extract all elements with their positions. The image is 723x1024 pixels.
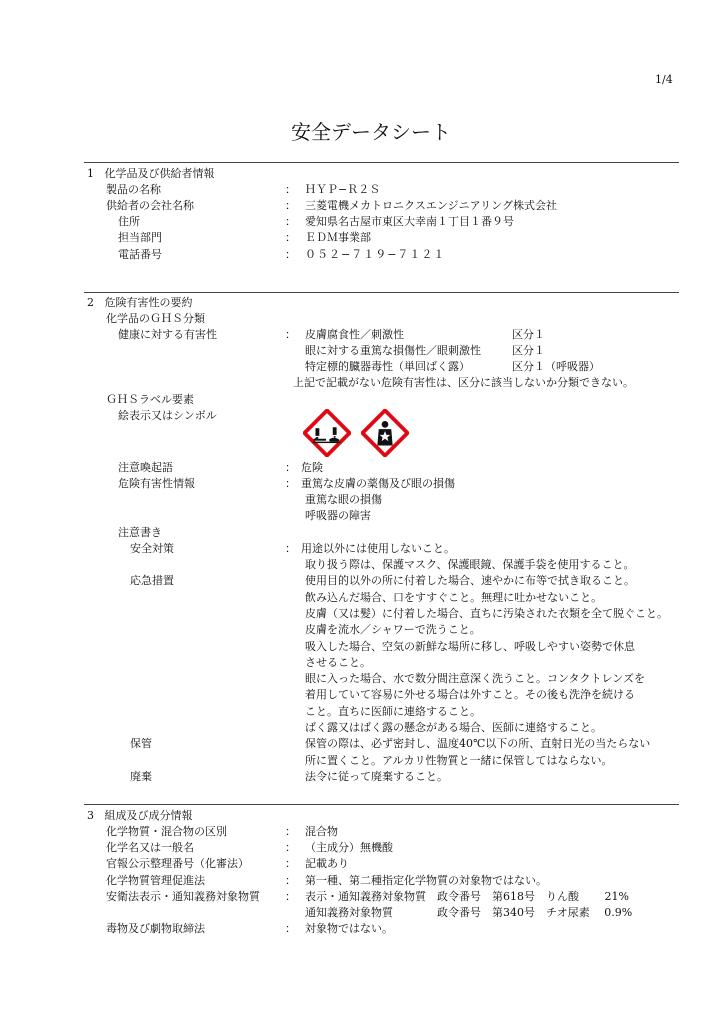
- first-aid-line: させること。: [305, 656, 371, 669]
- hazard-category: 区分１（呼吸器）: [512, 360, 600, 373]
- hazard-name: 特定標的臓器毒性（単回ばく露）: [305, 360, 470, 373]
- page-number: 1/4: [655, 73, 673, 86]
- first-aid-line: 眼に入った場合、水で数分間注意深く洗うこと。コンタクトレンズを: [305, 672, 645, 685]
- colon: ：: [285, 841, 296, 854]
- prtr-law-value: 第一種、第二種指定化学物質の対象物ではない。: [305, 874, 547, 887]
- colon: ：: [285, 542, 296, 555]
- address-value: 愛知県名古屋市東区大幸南１丁目１番９号: [305, 215, 514, 228]
- colon: ：: [285, 215, 296, 228]
- colon: ：: [285, 922, 296, 935]
- hazard-name: 眼に対する重篤な損傷性／眼刺激性: [305, 344, 481, 357]
- hazard-note: 上記で記載がない危険有害性は、区分に該当しないか分類できない。: [293, 376, 634, 389]
- first-aid-line: こと。直ちに医師に連絡すること。: [305, 705, 481, 718]
- supplier-value: 三菱電機メカトロニクスエンジニアリング株式会社: [305, 199, 557, 212]
- gazette-number-label: 官報公示整理番号（化審法）: [106, 857, 249, 870]
- department-label: 担当部門: [118, 231, 162, 244]
- hazard-category: 区分１: [512, 344, 545, 357]
- ishl-value: 表示・通知義務対象物質 政令番号 第618号 りん酸 21%: [305, 890, 629, 903]
- poison-law-value: 対象物ではない。: [305, 922, 393, 935]
- section-divider: [84, 292, 679, 293]
- storage-label: 保管: [130, 737, 152, 750]
- hazard-info-line: 重篤な眼の損傷: [305, 493, 382, 506]
- colon: ：: [285, 231, 296, 244]
- colon: ：: [285, 199, 296, 212]
- hazard-info-label: 危険有害性情報: [118, 477, 195, 490]
- poison-law-label: 毒物及び劇物取締法: [106, 922, 205, 935]
- first-aid-line: 皮膚を流水／シャワーで洗うこと。: [305, 623, 481, 636]
- substance-mixture-label: 化学物質・混合物の区別: [106, 825, 227, 838]
- colon: ：: [285, 890, 296, 903]
- first-aid-line: 使用目的以外の所に付着した場合、速やかに布等で拭き取ること。: [305, 574, 635, 587]
- safety-line: 取り扱う際は、保護マスク、保護眼鏡、保護手袋を使用すること。: [305, 558, 635, 571]
- chemical-name-value: （主成分）無機酸: [305, 841, 393, 854]
- colon: ：: [285, 183, 296, 196]
- first-aid-line: 飲み込んだ場合、口をすすぐこと。無理に吐かせないこと。: [305, 591, 603, 604]
- colon: ：: [285, 825, 296, 838]
- section-2-heading: 2 危険有害性の要約: [87, 296, 193, 309]
- colon: ：: [285, 461, 296, 474]
- gazette-number-value: 記載あり: [305, 857, 349, 870]
- first-aid-label: 応急措置: [130, 574, 174, 587]
- ishl-label: 安衛法表示・通知義務対象物質: [106, 890, 260, 903]
- safety-line: 用途以外には使用しないこと。: [301, 542, 455, 555]
- colon: ：: [285, 477, 296, 490]
- signal-word-label: 注意喚起語: [118, 461, 173, 474]
- section-1-heading: 1 化学品及び供給者情報: [87, 167, 215, 180]
- pictogram-label: 絵表示又はシンボル: [118, 409, 217, 422]
- storage-line: 保管の際は、必ず密封し、温度40℃以下の所、直射日光の当たらない: [305, 737, 651, 750]
- address-label: 住所: [118, 215, 140, 228]
- health-hazard-icon: [361, 409, 409, 457]
- disposal-label: 廃棄: [130, 770, 152, 783]
- product-name-value: ＨＹＰ−Ｒ２Ｓ: [305, 183, 381, 196]
- hazard-name: 皮膚腐食性／刺激性: [305, 328, 404, 341]
- safety-measures-label: 安全対策: [130, 542, 174, 555]
- supplier-label: 供給者の会社名称: [106, 199, 194, 212]
- hazard-category: 区分１: [512, 328, 545, 341]
- ghs-pictograms: [303, 409, 409, 457]
- chemical-name-label: 化学名又は一般名: [106, 841, 194, 854]
- first-aid-line: 皮膚（又は髪）に付着した場合、直ちに汚染された衣類を全て脱ぐこと。: [305, 607, 668, 620]
- signal-word-value: 危険: [301, 461, 323, 474]
- first-aid-line: 着用していて容易に外せる場合は外すこと。その後も洗浄を続ける: [305, 688, 635, 701]
- substance-mixture-value: 混合物: [305, 825, 338, 838]
- phone-label: 電話番号: [118, 248, 162, 261]
- colon: ：: [285, 874, 296, 887]
- precaution-label: 注意書き: [118, 526, 162, 539]
- prtr-law-label: 化学物質管理促進法: [106, 874, 205, 887]
- colon: ：: [285, 857, 296, 870]
- page-title: 安全データシート: [291, 120, 451, 144]
- ghs-classification-title: 化学品のＧＨＳ分類: [106, 312, 205, 325]
- colon: ：: [285, 248, 296, 261]
- product-name-label: 製品の名称: [106, 183, 161, 196]
- department-value: ＥＤＭ事業部: [305, 231, 371, 244]
- first-aid-line: ばく露又はばく露の懸念がある場合、医師に連絡すること。: [305, 721, 602, 734]
- storage-line: 所に置くこと。アルカリ性物質と一緒に保管してはならない。: [305, 754, 613, 767]
- ghs-label-elements-title: ＧＨＳラベル要素: [106, 393, 194, 406]
- disposal-value: 法令に従って廃棄すること。: [305, 770, 448, 783]
- section-divider: [84, 162, 679, 163]
- colon: ：: [285, 328, 296, 341]
- hazard-info-line: 重篤な皮膚の薬傷及び眼の損傷: [301, 477, 455, 490]
- section-divider: [84, 804, 679, 805]
- phone-value: ０５２−７１９−７１２１: [305, 248, 446, 261]
- hazard-info-line: 呼吸器の障害: [305, 509, 371, 522]
- corrosion-icon: [303, 409, 351, 457]
- ishl-value: 通知義務対象物質 政令番号 第340号 チオ尿素 0.9%: [305, 906, 633, 919]
- first-aid-line: 吸入した場合、空気の新鮮な場所に移し、呼吸しやすい姿勢で休息: [305, 640, 635, 653]
- health-hazard-label: 健康に対する有害性: [118, 328, 217, 341]
- section-3-heading: 3 組成及び成分情報: [87, 809, 193, 822]
